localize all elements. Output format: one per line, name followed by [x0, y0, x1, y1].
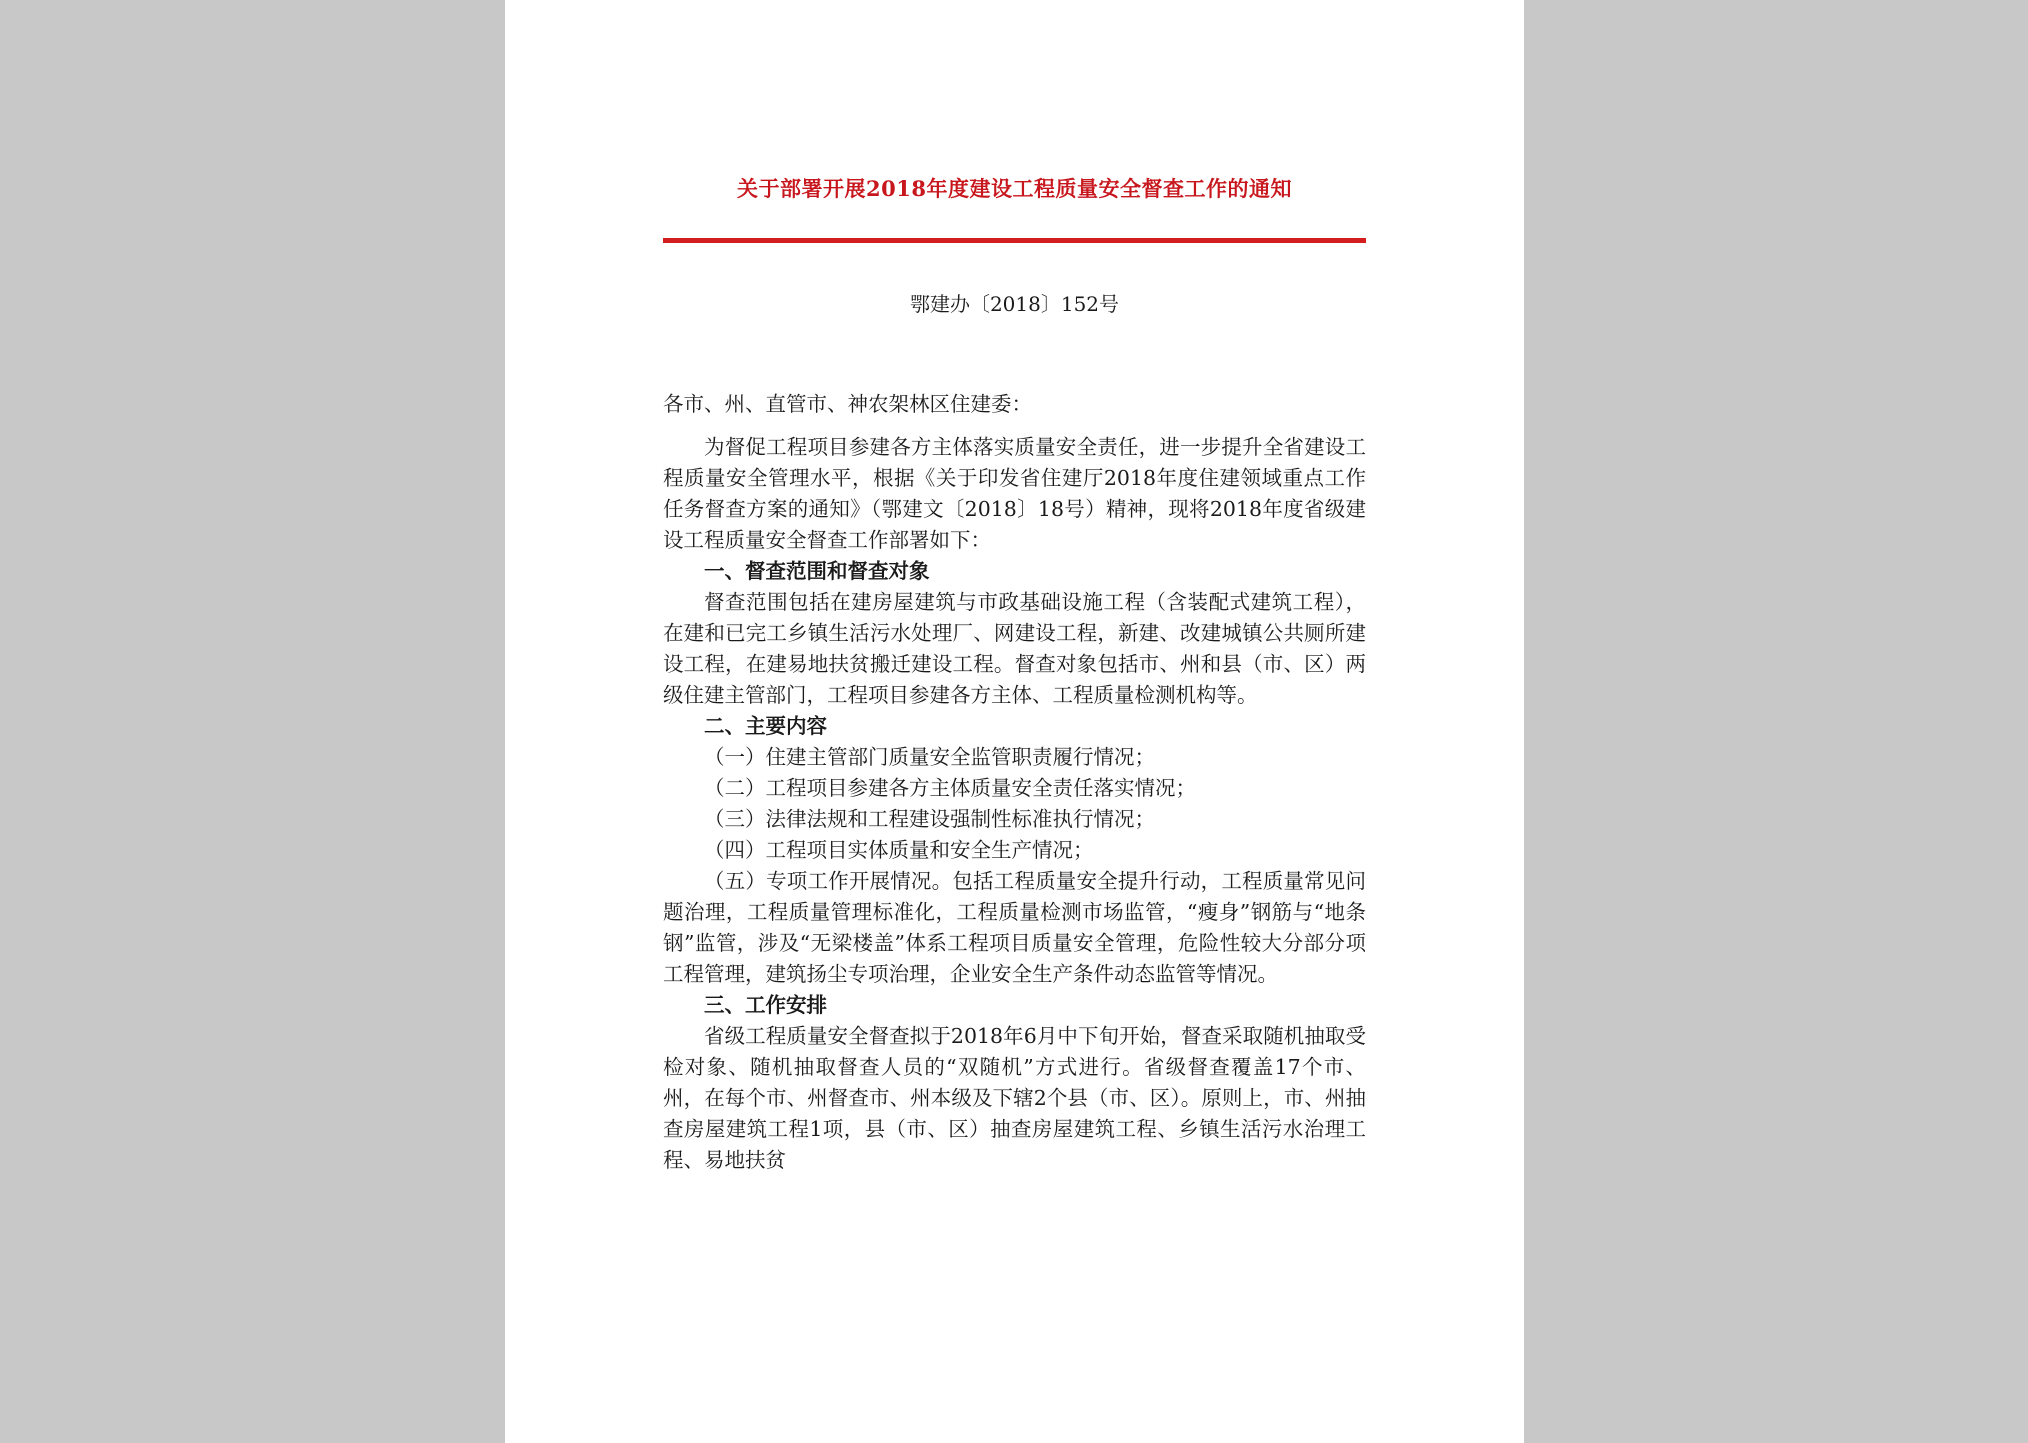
section-heading-3: 三、工作安排	[704, 993, 827, 1017]
section-2-item: （三）法律法规和工程建设强制性标准执行情况；	[704, 807, 1155, 831]
section-2-item: （五）专项工作开展情况。包括工程质量安全提升行动，工程质量常见问题治理，工程质量管理标准化，工程质量检测市场监管，“瘦身”钢筋与“地条钢”监管，涉及“无梁楼盖”体系工程项目质量安全管理，危险性较大分部分项工程管理，建筑扬尘专项治理，企业安全生产条件动态监管等情况。	[663, 869, 1366, 986]
document-page	[505, 0, 1524, 1443]
section-3-paragraph: 省级工程质量安全督查拟于2018年6月中下旬开始，督查采取随机抽取受检对象、随机抽取督查人员的“双随机”方式进行。省级督查覆盖17个市、州，在每个市、州督查市、州本级及下辖2个县（市、区）。原则上，市、州抽查房屋建筑工程1项，县（市、区）抽查房屋建筑工程、乡镇生活污水治理工程、易地扶贫	[663, 1024, 1366, 1172]
section-1-paragraph: 督查范围包括在建房屋建筑与市政基础设施工程（含装配式建筑工程），在建和已完工乡镇生活污水处理厂、网建设工程，新建、改建城镇公共厕所建设工程，在建易地扶贫搬迁建设工程。督查对象包括市、州和县（市、区）两级住建主管部门，工程项目参建各方主体、工程质量检测机构等。	[663, 590, 1366, 707]
section-heading-2: 二、主要内容	[704, 714, 827, 738]
section-heading-1: 一、督查范围和督查对象	[704, 559, 930, 583]
intro-paragraph: 为督促工程项目参建各方主体落实质量安全责任，进一步提升全省建设工程质量安全管理水平，根据《关于印发省住建厅2018年度住建领域重点工作任务督查方案的通知》（鄂建文〔2018〕18号）精神，现将2018年度省级建设工程质量安全督查工作部署如下：	[663, 435, 1366, 552]
document-body	[663, 389, 1366, 1176]
section-2-item: （四）工程项目实体质量和安全生产情况；	[704, 838, 1094, 862]
addressee: 各市、州、直管市、神农架林区住建委：	[663, 392, 1032, 416]
section-2-item: （一）住建主管部门质量安全监管职责履行情况；	[704, 745, 1155, 769]
section-2-item: （二）工程项目参建各方主体质量安全责任落实情况；	[704, 776, 1196, 800]
document-title: 关于部署开展2018年度建设工程质量安全督查工作的通知	[737, 176, 1292, 201]
document-number: 鄂建办〔2018〕152号	[909, 292, 1120, 316]
red-header-rule	[663, 238, 1366, 243]
